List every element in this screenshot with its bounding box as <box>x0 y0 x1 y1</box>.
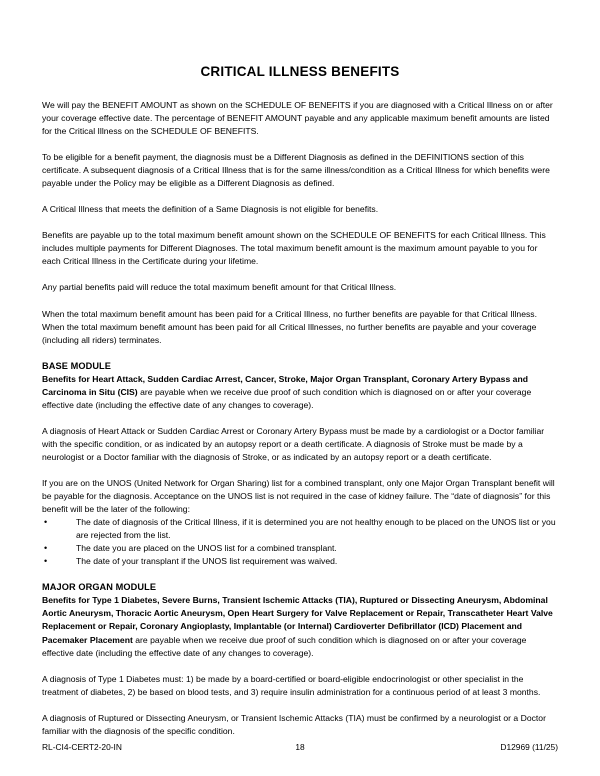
paragraph-total-maximum: Benefits are payable up to the total maximum benefit amount shown on the SCHEDULE OF BENEFITS for each Critical Illness. This includes multiple payments for Different Diagnoses. The total maximum benefit amount is the maximum amount payable to you for each Critical Illness in the Certificate during your lifetime. <box>42 230 546 267</box>
page-title: CRITICAL ILLNESS BENEFITS <box>200 64 400 79</box>
footer-page-number: 18 <box>295 742 305 752</box>
major-organ-conditions-remainder: are payable when we receive due proof of such condition which is diagnosed on or after your coverage effective date (including the effective date of any changes to coverage). <box>42 634 527 658</box>
paragraph-intro: We will pay the BENEFIT AMOUNT as shown on the SCHEDULE OF BENEFITS if you are diagnosed with a Critical Illness on or after your coverage effective date. The percentage of BENEFIT AMOUNT payable and any applicable maximum benefit amounts are listed for the Critical Illness on the SCHEDULE OF BENEFITS. <box>42 100 553 137</box>
bullet-icon: • <box>44 517 48 528</box>
paragraph-base-module-benefits <box>42 373 558 412</box>
heading-base-module: BASE MODULE <box>42 360 111 371</box>
paragraph-major-organ-benefits <box>42 594 558 659</box>
paragraph-unos-intro: If you are on the UNOS (United Network for Organ Sharing) list for a combined transplant, only one Major Organ Transplant benefit will be payable for the diagnosis. Acceptance on the UNOS list is not required in the case of kidney failure. The “date of diagnosis” for this benefit will be the later of the following: <box>42 477 555 515</box>
list-item-text: The date of your transplant if the UNOS list requirement was waived. <box>76 556 338 567</box>
list-item-text: The date of diagnosis of the Critical Illness, if it is determined you are not healthy enough to be placed on the UNOS list or you are rejected from the list. <box>76 517 556 541</box>
footer-document-code: D12969 (11/25) <box>500 742 558 752</box>
bullet-icon: • <box>44 556 48 567</box>
paragraph-heart-attack-diagnosis: A diagnosis of Heart Attack or Sudden Cardiac Arrest or Coronary Artery Bypass must be made by a cardiologist or a Doctor familiar with the specific condition, or as indicated by an autopsy report or a death certificate. A diagnosis of Stroke must be made by a neurologist or a Doctor familiar with the diagnosis of Stroke, or as indicated by an autopsy report or a death certificate. <box>42 425 545 462</box>
document-body <box>42 64 558 751</box>
base-module-covered-conditions: Benefits for Heart Attack, Sudden Cardiac Arrest, Cancer, Stroke, Major Organ Transplant, Coronary Artery Bypass and Carcinoma in Situ (CIS) <box>42 373 528 397</box>
page-footer <box>42 742 558 753</box>
base-module-conditions-remainder: are payable when we receive due proof of such condition which is diagnosed on or after your coverage effective date (including the effective date of any changes to coverage). <box>42 386 532 410</box>
paragraph-diabetes-diagnosis: A diagnosis of Type 1 Diabetes must: 1) be made by a board-certified or board-eligible endocrinologist or other specialist in the treatment of diabetes, 2) be based on blood tests, and 3) require insulin administration for a continuous period of at least 3 months. <box>42 673 541 697</box>
list-item <box>42 542 558 555</box>
bullet-icon: • <box>44 543 48 554</box>
paragraph-eligibility: To be eligible for a benefit payment, the diagnosis must be a Different Diagnosis as defined in the DEFINITIONS section of this certificate. A subsequent diagnosis of a Critical Illness that is for the same illness/condition as a Critical Illness for which benefits were payable under the Policy may be eligible as a Different Diagnosis as defined. <box>42 152 550 189</box>
list-item-text: The date you are placed on the UNOS list for a combined transplant. <box>76 543 337 554</box>
paragraph-partial-benefits: Any partial benefits paid will reduce the total maximum benefit amount for that Critical Illness. <box>42 282 397 293</box>
paragraph-aneurysm-diagnosis: A diagnosis of Ruptured or Dissecting Aneurysm, or Transient Ischemic Attacks (TIA) must be confirmed by a neurologist or a Doctor familiar with the diagnosis of the specific condition. <box>42 712 546 736</box>
major-organ-covered-conditions: Benefits for Type 1 Diabetes, Severe Burns, Transient Ischemic Attacks (TIA), Ruptured or Dissecting Aneurysm, Abdominal Aortic Aneurysm, Thoracic Aortic Aneurysm, Open Heart Surgery for Valve Replacement or Repair, Transcatheter Heart Valve Replacement or Repair, Coronary Angioplasty, Implantable (or Internal) Cardioverter Defibrillator (ICD) Placement and Pacemaker Placement <box>42 595 553 645</box>
paragraph-benefits-exhausted: When the total maximum benefit amount has been paid for a Critical Illness, no further benefits are payable for that Critical Illness. When the total maximum benefit amount has been paid for all Critical Illnesses, no further benefits are payable and your coverage (including all riders) terminates. <box>42 308 537 345</box>
list-item <box>42 516 558 542</box>
heading-major-organ-module: MAJOR ORGAN MODULE <box>42 582 157 593</box>
list-item <box>42 555 558 568</box>
paragraph-same-diagnosis: A Critical Illness that meets the definition of a Same Diagnosis is not eligible for benefits. <box>42 204 379 215</box>
unos-date-of-diagnosis-list <box>42 516 558 568</box>
footer-form-number: RL-CI4-CERT2-20-IN <box>42 742 122 752</box>
